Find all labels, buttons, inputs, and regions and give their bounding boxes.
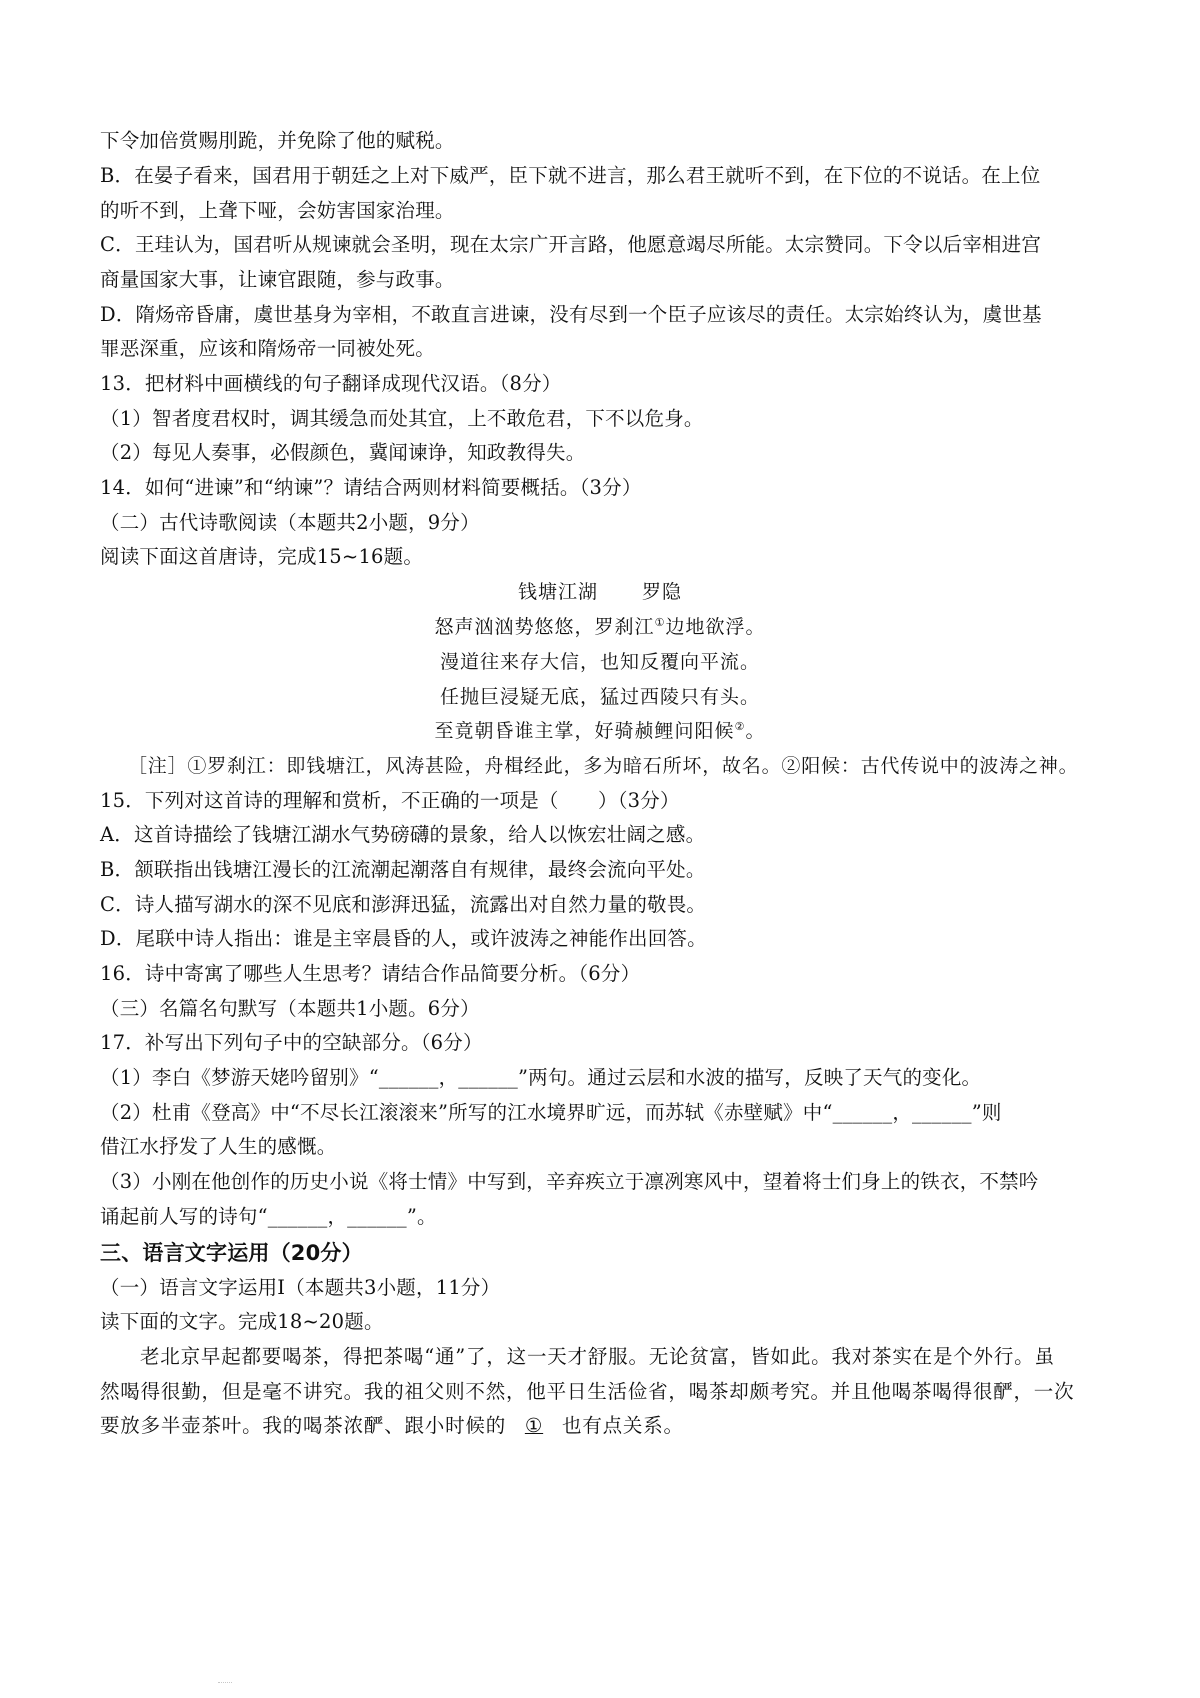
poem-line-1: 怒声汹汹势悠悠，罗刹江①边地欲浮。: [434, 616, 766, 638]
text-line: 的听不到，上聋下哑，会妨害国家治理。: [100, 199, 455, 222]
footer-mark: [218, 1682, 232, 1685]
poem-line-4: 至竟朝昏谁主掌，好骑赪鲤问阳候②。: [434, 720, 766, 742]
passage-line: 要放多半壶茶叶。我的喝茶浓酽、跟小时候的 ① 也有点关系。: [100, 1414, 684, 1437]
poem-note: ［注］①罗刹江：即钱塘江，风涛甚险，舟楫经此，多为暗石所坏，故名。②阳候：古代传说中的波涛之神。: [128, 755, 1079, 777]
text-line: 罪恶深重，应该和隋炀帝一同被处死。: [100, 337, 435, 360]
question-13: 13．把材料中画横线的句子翻译成现代汉语。（8分）: [100, 372, 562, 395]
text-line: 下令加倍赏赐刖跪，并免除了他的赋税。: [100, 129, 455, 152]
section-heading-language: （一）语言文字运用Ⅰ（本题共3小题，11分）: [100, 1276, 501, 1299]
reading-instruction: 读下面的文字。完成18~20题。: [100, 1310, 384, 1333]
option-d: D．尾联中诗人指出：谁是主宰晨昏的人，或许波涛之神能作出回答。: [100, 927, 707, 950]
poetry-instruction: 阅读下面这首唐诗，完成15~16题。: [100, 545, 424, 568]
option-c: C．诗人描写湖水的深不见底和澎湃迅猛，流露出对自然力量的敬畏。: [100, 893, 707, 916]
option-b: B．在晏子看来，国君用于朝廷之上对下威严，臣下就不进言，那么君王就听不到，在下位的不说话。在上位: [100, 164, 1041, 187]
text-line: 诵起前人写的诗句“______，______”。: [100, 1205, 437, 1228]
footnote-marker: ②: [734, 720, 746, 733]
text-line: 借江水抒发了人生的感慨。: [100, 1135, 337, 1158]
question-13-item-1: （1）智者度君权时，调其缓急而处其宜，上不敢危君，下不以危身。: [100, 407, 704, 430]
poem-author: 罗隐: [642, 581, 683, 603]
poem-line-2: 漫道往来存大信，也知反覆向平流。: [439, 651, 760, 673]
question-17-item-1: （1）李白《梦游天姥吟留别》“______，______”两句。通过云层和水波的描写，反映了天气的变化。: [100, 1066, 982, 1089]
section-heading-recitation: （三）名篇名句默写（本题共1小题。6分）: [100, 997, 480, 1020]
question-17: 17．补写出下列句子中的空缺部分。（6分）: [100, 1031, 483, 1054]
section-three-heading: 三、语言文字运用（20分）: [100, 1241, 363, 1265]
blank-1: ①: [524, 1414, 544, 1437]
question-13-item-2: （2）每见人奏事，必假颜色，冀闻谏诤，知政教得失。: [100, 441, 586, 464]
question-15: 15．下列对这首诗的理解和赏析，不正确的一项是（ ）（3分）: [100, 789, 680, 812]
option-a: A．这首诗描绘了钱塘江湖水气势磅礴的景象，给人以恢宏壮阔之感。: [100, 823, 706, 846]
question-16: 16．诗中寄寓了哪些人生思考？请结合作品简要分析。（6分）: [100, 962, 641, 985]
option-d: D．隋炀帝昏庸，虞世基身为宰相，不敢直言进谏，没有尽到一个臣子应该尽的责任。太宗始终认为，虞世基: [100, 303, 1042, 326]
poem-line-3: 任抛巨浸疑无底，猛过西陵只有头。: [439, 686, 760, 708]
option-b: B．颔联指出钱塘江漫长的江流潮起潮落自有规律，最终会流向平处。: [100, 858, 706, 881]
poem-title-line: [0, 580, 1200, 604]
section-heading-poetry: （二）古代诗歌阅读（本题共2小题，9分）: [100, 511, 480, 534]
passage-line: 老北京早起都要喝茶，得把茶喝“通”了，这一天才舒服。无论贫富，皆如此。我对茶实在是个外行。虽: [140, 1345, 1055, 1368]
option-c: C．王珪认为，国君听从规谏就会圣明，现在太宗广开言路，他愿意竭尽所能。太宗赞同。下令以后宰相进宫: [100, 233, 1042, 256]
text-line: 商量国家大事，让谏官跟随，参与政事。: [100, 268, 455, 291]
question-14: 14．如何“进谏”和“纳谏”？请结合两则材料简要概括。（3分）: [100, 476, 642, 499]
passage-line: 然喝得很勤，但是毫不讲究。我的祖父则不然，他平日生活俭省，喝茶却颇考究。并且他喝茶喝得很酽，一次: [100, 1380, 1075, 1403]
question-17-item-2: （2）杜甫《登高》中“不尽长江滚滚来”所写的江水境界旷远，而苏轼《赤壁赋》中“______，______”则: [100, 1101, 1002, 1124]
poem-title: 钱塘江湖: [517, 581, 598, 603]
footnote-marker: ①: [654, 616, 666, 629]
question-17-item-3: （3）小刚在他创作的历史小说《将士情》中写到，辛弃疾立于凛冽寒风中，望着将士们身上的铁衣，不禁吟: [100, 1170, 1039, 1193]
